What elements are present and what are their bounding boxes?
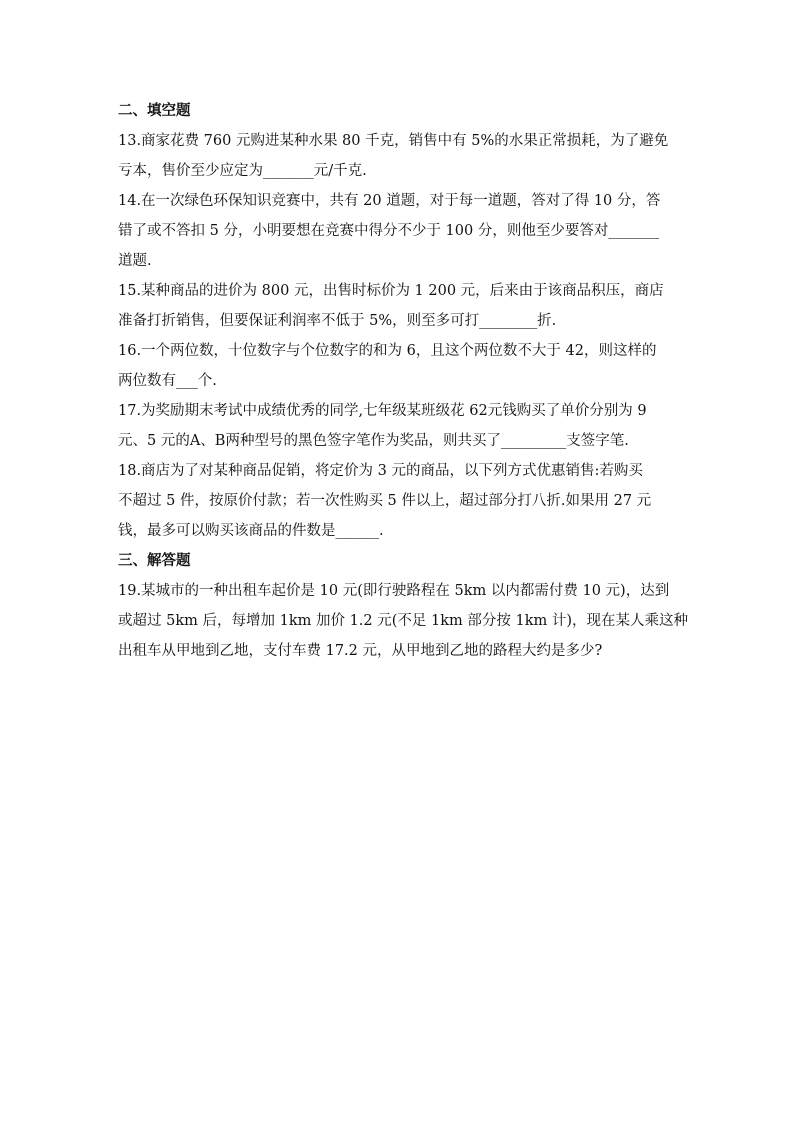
question-16 xyxy=(118,338,708,394)
question-14-line-1: 14.在一次绿色环保知识竞赛中，共有 20 道题，对于每一道题，答对了得 10 分，答 xyxy=(118,193,661,209)
question-14-line-3: 道题. xyxy=(118,253,152,269)
question-17-line-2: 元、5 元的A、B两种型号的黑色签字笔作为奖品，则共买了_________支签字笔. xyxy=(118,433,629,449)
question-14 xyxy=(118,188,708,274)
question-15 xyxy=(118,278,708,334)
question-13-line-1: 13.商家花费 760 元购进某种水果 80 千克，销售中有 5%的水果正常损耗，为了避免 xyxy=(118,133,669,149)
question-14-line-2: 错了或不答扣 5 分，小明要想在竞赛中得分不少于 100 分，则他至少要答对_______ xyxy=(118,223,660,239)
section-heading-fill-blank: 二、填空题 xyxy=(118,103,191,119)
question-15-line-2: 准备打折销售，但要保证利润率不低于 5%，则至多可打________折. xyxy=(118,313,557,329)
question-17-line-1: 17.为奖励期末考试中成绩优秀的同学,七年级某班级花 62元钱购买了单价分别为 9 xyxy=(118,403,647,419)
document-content xyxy=(118,98,708,668)
question-16-line-1: 16.一个两位数，十位数字与个位数字的和为 6，且这个两位数不大于 42，则这样的 xyxy=(118,343,657,359)
question-19-line-2: 或超过 5km 后，每增加 1km 加价 1.2 元(不足 1km 部分按 1km 计)，现在某人乘这种 xyxy=(118,613,689,629)
question-18 xyxy=(118,458,708,544)
section-heading-solve: 三、解答题 xyxy=(118,553,191,569)
question-18-line-3: 钱，最多可以购买该商品的件数是______. xyxy=(118,523,384,539)
question-13-line-2: 亏本，售价至少应定为_______元/千克. xyxy=(118,163,367,179)
question-17 xyxy=(118,398,708,454)
question-16-line-2: 两位数有___个. xyxy=(118,373,217,389)
question-18-line-1: 18.商店为了对某种商品促销，将定价为 3 元的商品，以下列方式优惠销售:若购买 xyxy=(118,463,643,479)
question-13 xyxy=(118,128,708,184)
question-19-line-3: 出租车从甲地到乙地，支付车费 17.2 元，从甲地到乙地的路程大约是多少? xyxy=(118,643,603,659)
question-18-line-2: 不超过 5 件，按原价付款；若一次性购买 5 件以上，超过部分打八折.如果用 27 元 xyxy=(118,493,652,509)
question-15-line-1: 15.某种商品的进价为 800 元，出售时标价为 1 200 元，后来由于该商品积压，商店 xyxy=(118,283,664,299)
question-19-line-1: 19.某城市的一种出租车起价是 10 元(即行驶路程在 5km 以内都需付费 10 元)，达到 xyxy=(118,583,670,599)
question-19 xyxy=(118,578,708,664)
